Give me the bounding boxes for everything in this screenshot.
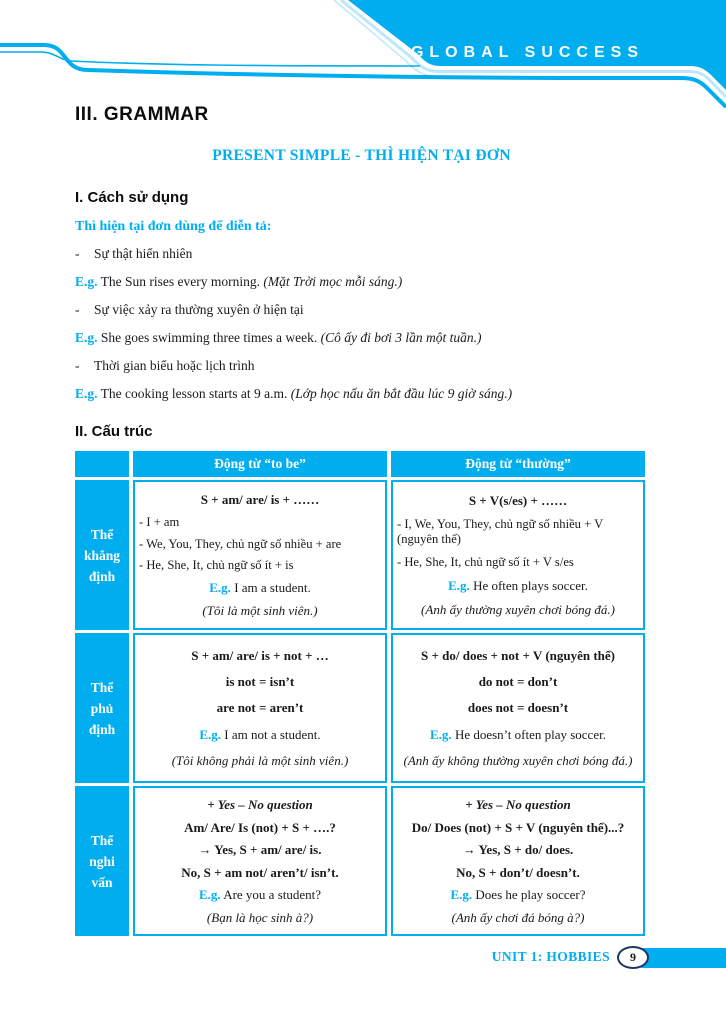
cell-example xyxy=(139,580,381,596)
eg-label: E.g. xyxy=(209,580,231,596)
row-label-line: Thể xyxy=(90,526,114,542)
example-translation: (Lớp học nấu ăn bắt đầu lúc 9 giờ sáng.) xyxy=(290,386,513,401)
example-translation: (Mặt Trời mọc mỗi sáng.) xyxy=(263,274,403,289)
bullet-dash: - xyxy=(75,246,80,261)
row-label-line: định xyxy=(88,568,116,584)
lesson-title: PRESENT SIMPLE - THÌ HIỆN TẠI ĐƠN xyxy=(212,147,511,164)
formula: No, S + don’t/ doesn’t. xyxy=(456,864,580,880)
page-content xyxy=(75,0,648,936)
usage-point xyxy=(75,357,648,375)
bullet-dash: - xyxy=(75,358,80,373)
cell-translation: (Anh ấy chơi đá bóng à?) xyxy=(451,909,585,925)
cell-tobe-interrogative xyxy=(133,786,387,936)
cell-translation: (Tôi là một sinh viên.) xyxy=(202,603,318,619)
example-text: The cooking lesson starts at 9 a.m. xyxy=(100,386,288,401)
table-header-row xyxy=(75,451,645,477)
cell-example xyxy=(397,578,639,594)
cell-example xyxy=(397,727,639,743)
cell-tobe-negative xyxy=(133,633,387,783)
eg-label: E.g. xyxy=(448,578,470,593)
column-header-tobe: Động từ “to be” xyxy=(133,451,387,477)
cell-verb-interrogative xyxy=(391,786,645,936)
row-label xyxy=(75,480,129,630)
cell-translation: (Tôi không phải là một sinh viên.) xyxy=(171,752,349,768)
row-label-line: phủ xyxy=(90,700,114,716)
cell-translation: (Anh ấy thường xuyên chơi bóng đá.) xyxy=(421,602,615,617)
usage-point-text: Sự việc xảy ra thường xuyên ở hiện tại xyxy=(94,302,304,317)
example-text: Are you a student? xyxy=(223,887,322,903)
table-row-affirmative xyxy=(75,480,645,630)
column-header-verb: Động từ “thường” xyxy=(391,451,645,477)
row-label xyxy=(75,786,129,936)
usage-point xyxy=(75,301,648,319)
formula: → Yes, S + am/ are/ is. xyxy=(198,842,322,858)
cell-verb-affirmative xyxy=(391,480,645,630)
example-text: She goes swimming three times a week. xyxy=(100,330,318,345)
cell-example xyxy=(139,727,381,743)
cell-tobe-affirmative xyxy=(133,480,387,630)
cell-translation: (Anh ấy không thường xuyên chơi bóng đá.) xyxy=(403,752,633,768)
formula: is not = isn’t xyxy=(225,674,295,690)
table-corner-cell xyxy=(75,451,129,477)
example-translation: (Cô ấy đi bơi 3 lần một tuần.) xyxy=(320,330,482,345)
page-number-badge: 9 xyxy=(617,946,649,969)
eg-label: E.g. xyxy=(75,386,98,401)
cell-example xyxy=(139,887,381,903)
formula: No, S + am not/ aren’t/ isn’t. xyxy=(181,864,339,880)
table-row-negative xyxy=(75,633,645,783)
rule-item: - He, She, It, chủ ngữ số ít + is xyxy=(139,558,294,573)
cell-verb-negative xyxy=(391,633,645,783)
rule-item: - We, You, They, chủ ngữ số nhiều + are xyxy=(139,536,342,551)
formula: S + do/ does + not + V (nguyên thể) xyxy=(420,648,616,664)
structure-heading: II. Cấu trúc xyxy=(75,423,153,440)
usage-point xyxy=(75,245,648,263)
structure-table xyxy=(75,451,645,936)
eg-label: E.g. xyxy=(430,726,452,742)
eg-label: E.g. xyxy=(75,330,98,345)
usage-intro: Thì hiện tại đơn dùng để diễn tả: xyxy=(75,219,272,234)
eg-label: E.g. xyxy=(450,887,473,903)
usage-point-text: Sự thật hiển nhiên xyxy=(94,246,193,261)
cell-subtitle: + Yes – No question xyxy=(465,797,571,813)
row-label-line: nghi xyxy=(89,853,115,869)
formula: S + am/ are/ is + not + … xyxy=(191,648,329,664)
cell-translation: (Bạn là học sinh à?) xyxy=(206,909,314,925)
eg-label: E.g. xyxy=(75,274,98,289)
usage-example xyxy=(75,273,648,291)
example-text: I am not a student. xyxy=(224,726,321,742)
row-label-line: vấn xyxy=(91,874,113,890)
usage-example xyxy=(75,385,648,403)
rule-item: - I, We, You, They, chủ ngữ số nhiều + V (nguyên thể) xyxy=(397,517,604,546)
usage-point-text: Thời gian biểu hoặc lịch trình xyxy=(94,358,255,373)
eg-label: E.g. xyxy=(198,887,221,903)
example-text: The Sun rises every morning. xyxy=(100,274,260,289)
formula: Am/ Are/ Is (not) + S + ….? xyxy=(184,819,336,835)
cell-subtitle: + Yes – No question xyxy=(207,797,313,813)
example-text: I am a student. xyxy=(234,580,311,596)
example-text: He doesn’t often play soccer. xyxy=(454,726,606,742)
usage-example xyxy=(75,329,648,347)
formula: does not = doesn’t xyxy=(467,700,569,716)
formula: S + am/ are/ is + …… xyxy=(200,491,320,507)
section-title: III. GRAMMAR xyxy=(75,104,209,125)
row-label xyxy=(75,633,129,783)
row-label-line: Thể xyxy=(90,679,114,695)
bullet-dash: - xyxy=(75,302,80,317)
eg-label: E.g. xyxy=(199,726,221,742)
row-label-line: Thể xyxy=(90,832,114,848)
formula: Do/ Does (not) + S + V (nguyên thể)...? xyxy=(411,819,625,835)
usage-heading: I. Cách sử dụng xyxy=(75,189,189,206)
brand-logo-text: GLOBAL SUCCESS xyxy=(410,44,644,61)
rule-item: - He, She, It, chủ ngữ số ít + V s/es xyxy=(397,555,574,569)
formula: do not = don’t xyxy=(478,674,558,690)
footer-unit-label: UNIT 1: HOBBIES xyxy=(491,949,610,964)
row-label-line: khẳng xyxy=(83,547,121,563)
formula: → Yes, S + do/ does. xyxy=(462,842,574,858)
formula: are not = aren’t xyxy=(216,700,304,716)
rule-item: - I + am xyxy=(139,514,180,529)
table-row-interrogative xyxy=(75,786,645,936)
example-text: He often plays soccer. xyxy=(473,578,588,593)
example-text: Does he play soccer? xyxy=(475,887,586,903)
cell-example xyxy=(397,887,639,903)
row-label-line: định xyxy=(88,721,116,737)
formula: S + V(s/es) + …… xyxy=(468,493,568,508)
